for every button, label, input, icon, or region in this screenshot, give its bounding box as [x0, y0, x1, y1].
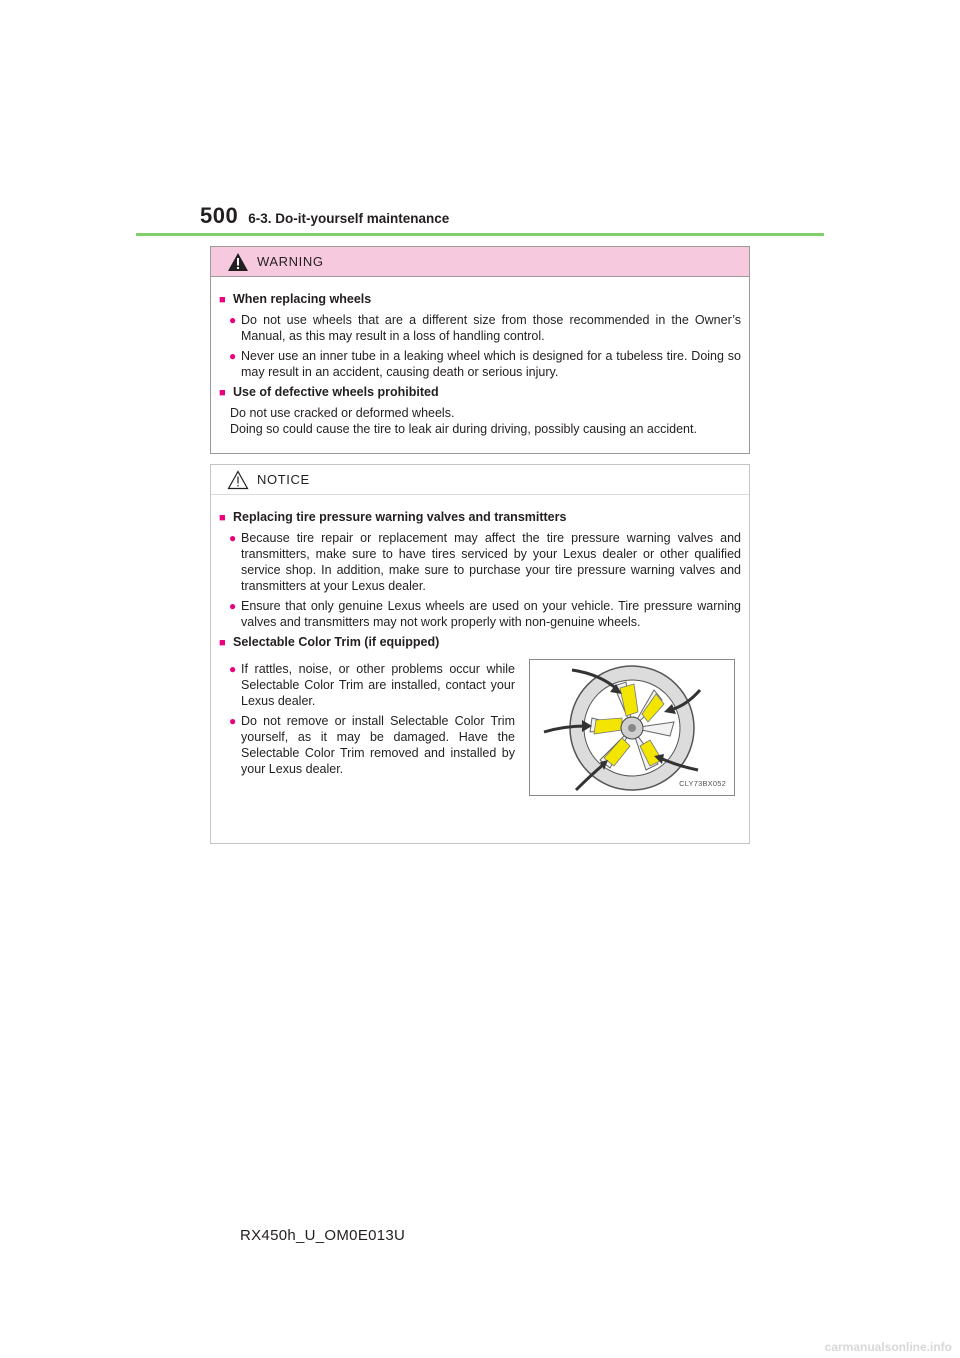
notice-box — [210, 464, 750, 844]
warning-triangle-icon — [227, 252, 249, 272]
warning-body — [211, 277, 749, 437]
square-bullet-icon: ■ — [219, 637, 226, 649]
figure-code: CLY73BX052 — [679, 779, 726, 788]
list-item: ● Because tire repair or replacement may affect the tire pressure warning valves and transmitters, make sure to have tires serviced by your Lexus dealer or other qualified service shop. In addition, make sure to purchase your tire pressure warning valves and transmitters at your Lexus dealer. — [229, 531, 741, 593]
circle-bullet-icon: ● — [229, 714, 237, 728]
square-bullet-icon: ■ — [219, 294, 226, 306]
warning-box — [210, 246, 750, 454]
wheel-trim-figure — [529, 659, 735, 796]
circle-bullet-icon: ● — [229, 662, 237, 676]
page-number: 500 — [200, 203, 239, 228]
section-title: 6-3. Do-it-yourself maintenance — [248, 211, 450, 226]
warning-label: WARNING — [257, 254, 324, 269]
notice-heading-color-trim: ■ Selectable Color Trim (if equipped) — [219, 635, 440, 649]
circle-bullet-icon: ● — [229, 313, 237, 327]
warning-heading-defective-wheels: ■ Use of defective wheels prohibited — [219, 385, 439, 399]
square-bullet-icon: ■ — [219, 512, 226, 524]
circle-bullet-icon: ● — [229, 349, 237, 363]
warning-heading-replacing-wheels: ■ When replacing wheels — [219, 292, 372, 306]
caution-triangle-icon — [227, 470, 249, 490]
warning-header — [211, 247, 749, 277]
circle-bullet-icon: ● — [229, 599, 237, 613]
list-item: ● Ensure that only genuine Lexus wheels are used on your vehicle. Tire pressure warning valves and transmitters may not work properly with non-genuine wheels. — [229, 599, 741, 629]
header-rule — [136, 233, 824, 236]
color-trim-section — [219, 657, 741, 796]
page-header — [200, 203, 449, 233]
watermark: carmanualsonline.info — [824, 1340, 952, 1354]
notice-header — [211, 465, 749, 495]
square-bullet-icon: ■ — [219, 387, 226, 399]
notice-heading-tpms: ■ Replacing tire pressure warning valves and transmitters — [219, 510, 567, 524]
wheel-illustration-icon — [530, 660, 734, 795]
list-item: ● Never use an inner tube in a leaking wheel which is designed for a tubeless tire. Doing so may result in an accident, causing death or serious injury. — [229, 349, 741, 379]
list-item: ● Do not remove or install Selectable Color Trim yourself, as it may be damaged. Have the Selectable Color Trim removed and installed by your Lexus dealer. — [229, 714, 515, 776]
warning-paragraph: Do not use cracked or deformed wheels. Doing so could cause the tire to leak air during driving, possibly causing an accident. — [230, 406, 697, 436]
list-item: ● If rattles, noise, or other problems occur while Selectable Color Trim are installed, contact your Lexus dealer. — [229, 662, 515, 708]
list-item: ● Do not use wheels that are a different size from those recommended in the Owner’s Manual, as this may result in a loss of handling control. — [229, 313, 741, 343]
notice-body — [211, 495, 749, 796]
circle-bullet-icon: ● — [229, 531, 237, 545]
color-trim-text — [219, 657, 515, 796]
manual-code-footer: RX450h_U_OM0E013U — [240, 1227, 406, 1244]
notice-label: NOTICE — [257, 472, 310, 487]
